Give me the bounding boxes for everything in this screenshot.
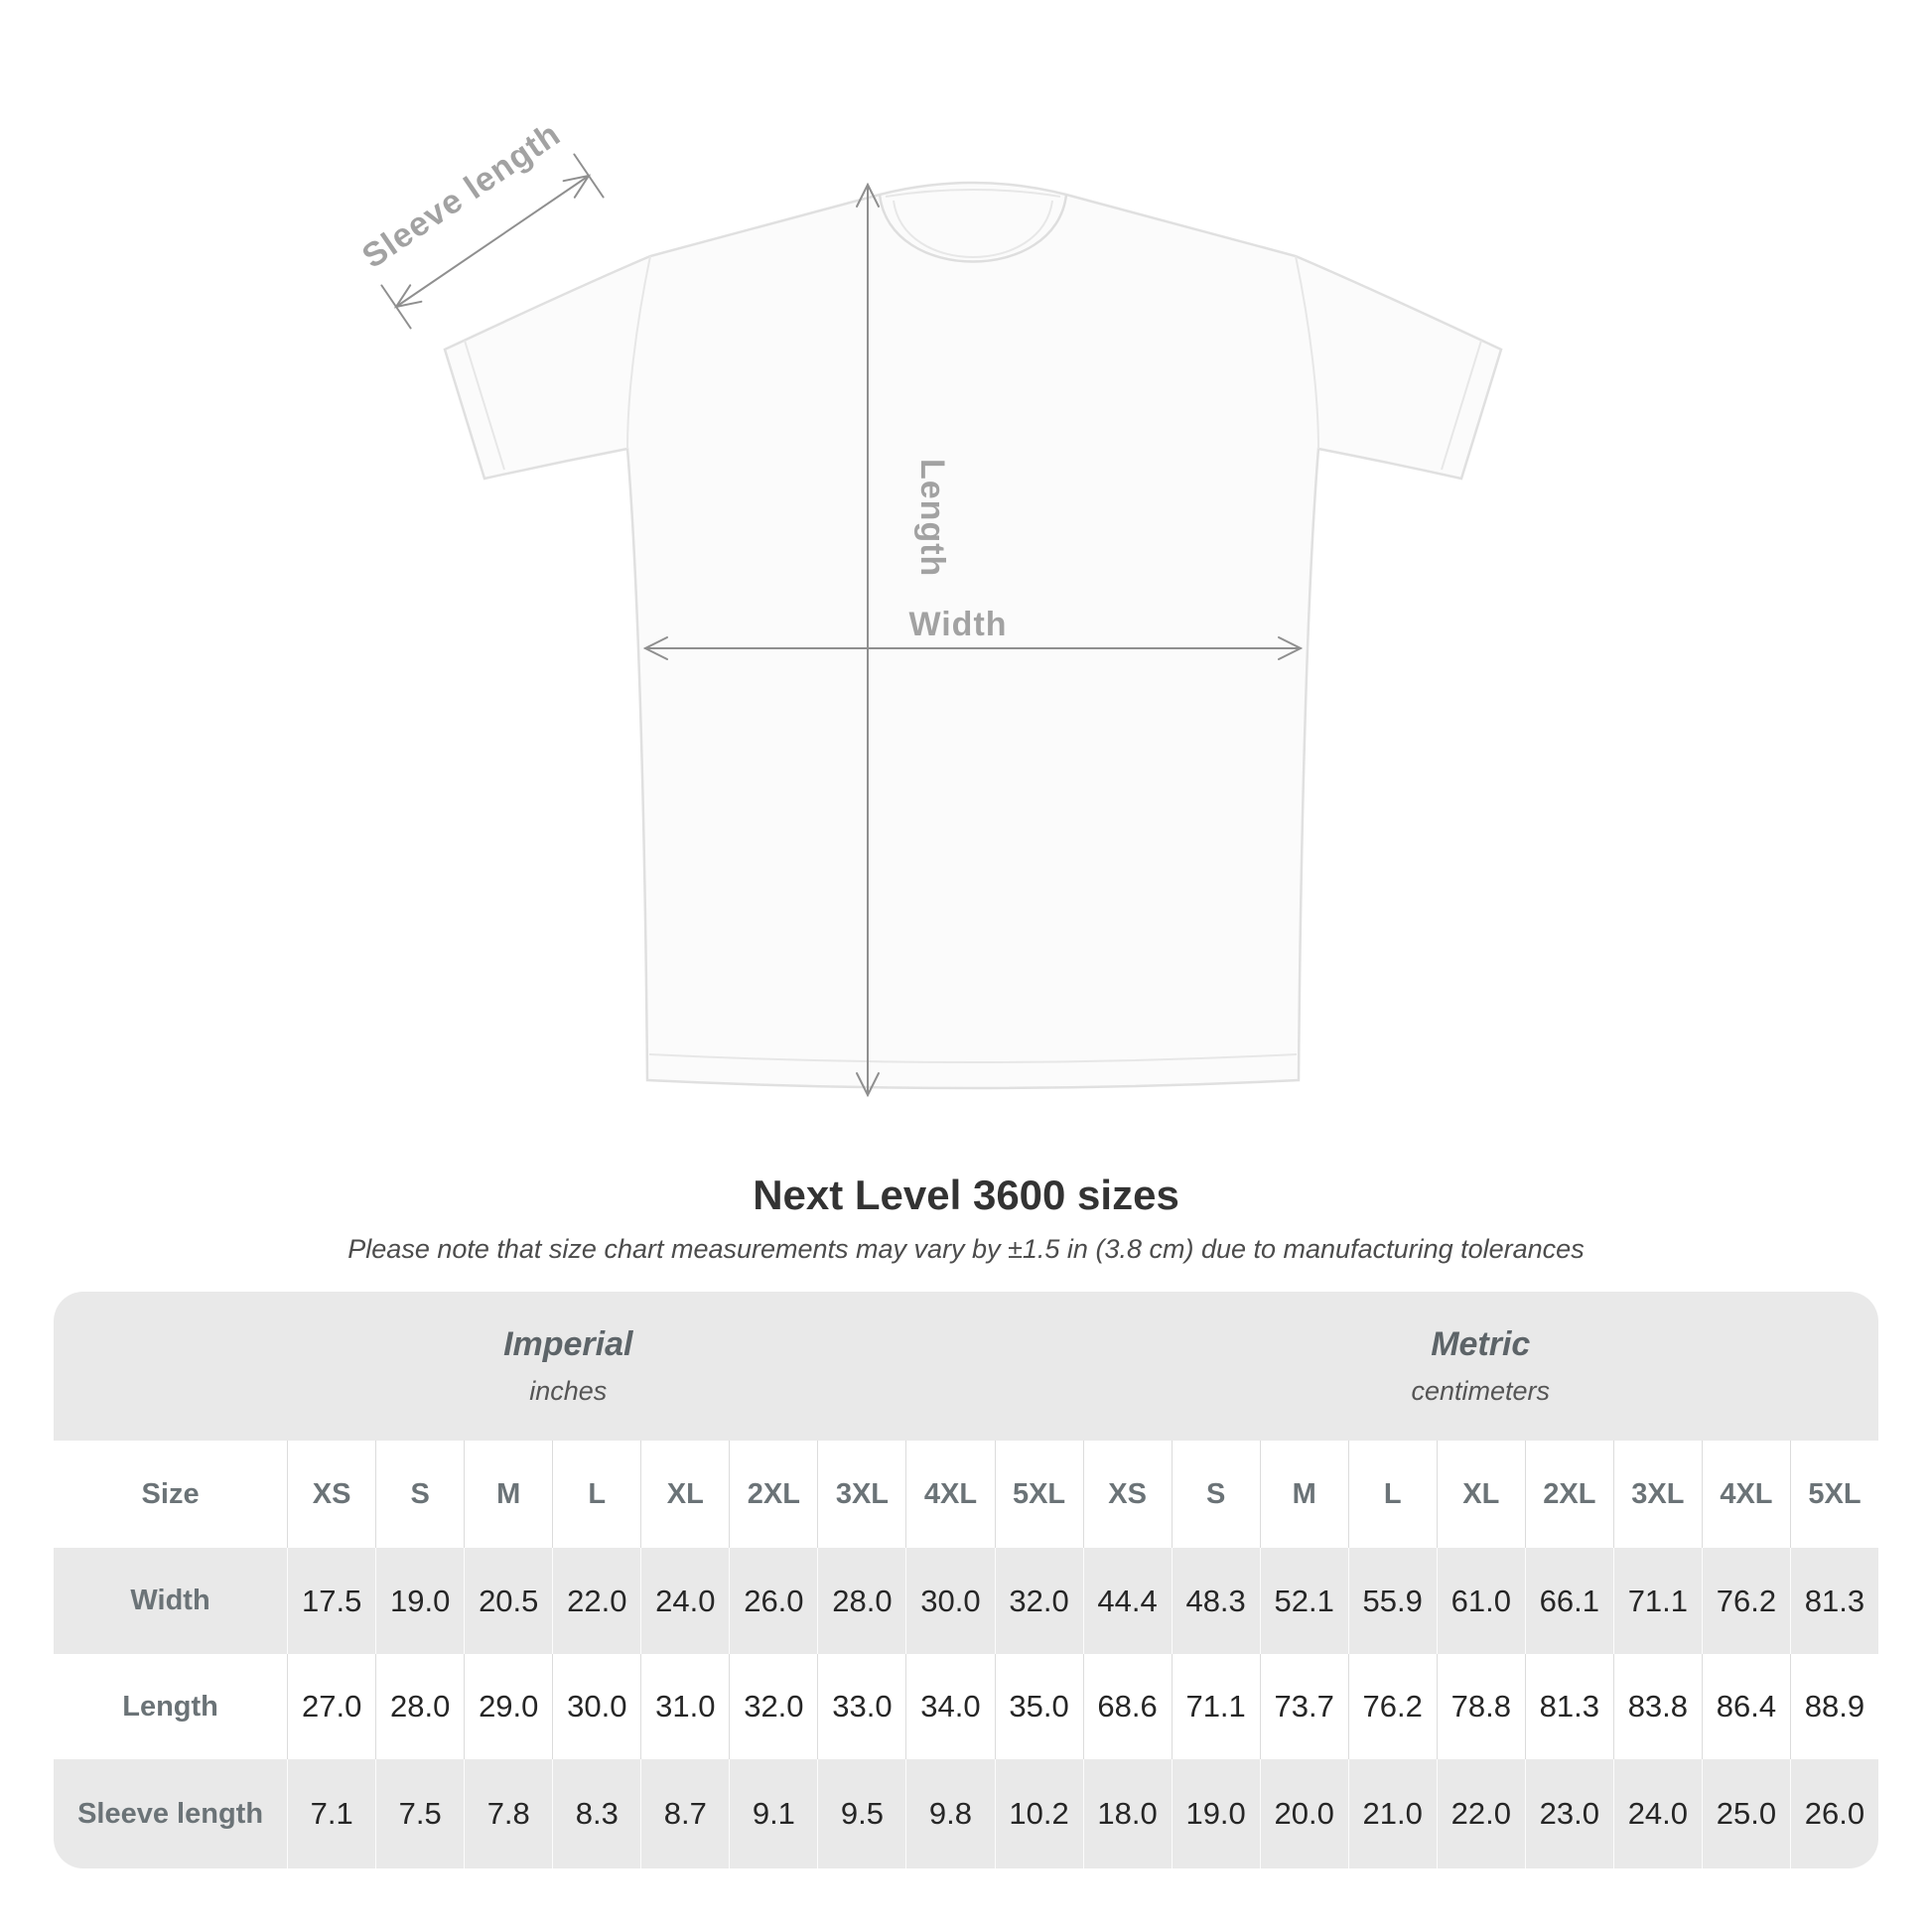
length-row-value-0: 27.0 [287, 1654, 375, 1759]
length-row-value-9: 68.6 [1083, 1654, 1172, 1759]
width-row-value-5: 26.0 [729, 1548, 817, 1654]
sleeve-length-row-value-7: 9.8 [905, 1759, 994, 1868]
size-header-2: M [464, 1441, 552, 1548]
size-header-5: 2XL [729, 1441, 817, 1548]
width-row-value-12: 55.9 [1348, 1548, 1437, 1654]
width-row-value-2: 20.5 [464, 1548, 552, 1654]
sleeve-length-row-value-16: 25.0 [1702, 1759, 1790, 1868]
imperial-label: Imperial [503, 1325, 633, 1363]
sleeve-length-row-value-5: 9.1 [729, 1759, 817, 1868]
length-row-value-2: 29.0 [464, 1654, 552, 1759]
size-column-header: Size [54, 1441, 287, 1548]
width-row-value-15: 71.1 [1613, 1548, 1702, 1654]
length-row-value-1: 28.0 [375, 1654, 464, 1759]
length-row-value-3: 30.0 [552, 1654, 640, 1759]
size-header-1: S [375, 1441, 464, 1548]
width-row-value-11: 52.1 [1260, 1548, 1348, 1654]
length-row-value-16: 86.4 [1702, 1654, 1790, 1759]
size-header-0: XS [287, 1441, 375, 1548]
width-row-value-9: 44.4 [1083, 1548, 1172, 1654]
sleeve-length-row-value-11: 20.0 [1260, 1759, 1348, 1868]
sleeve-length-row-value-0: 7.1 [287, 1759, 375, 1868]
size-chart-table [54, 1292, 1878, 1868]
sleeve-length-row-value-15: 24.0 [1613, 1759, 1702, 1868]
metric-section-header [1083, 1292, 1878, 1441]
size-header-8: 5XL [995, 1441, 1083, 1548]
width-row-value-3: 22.0 [552, 1548, 640, 1654]
sleeve-length-row-value-4: 8.7 [640, 1759, 729, 1868]
width-label: Width [908, 606, 1008, 643]
length-row-value-17: 88.9 [1790, 1654, 1878, 1759]
length-row-value-14: 81.3 [1525, 1654, 1613, 1759]
tolerance-note: Please note that size chart measurements may vary by ±1.5 in (3.8 cm) due to manufacturing tolerances [347, 1234, 1585, 1264]
sleeve-length-row-value-1: 7.5 [375, 1759, 464, 1868]
width-row-value-14: 66.1 [1525, 1548, 1613, 1654]
sleeve-length-row-value-3: 8.3 [552, 1759, 640, 1868]
width-row-value-6: 28.0 [817, 1548, 905, 1654]
size-header-4: XL [640, 1441, 729, 1548]
imperial-section-header [54, 1292, 1083, 1441]
size-header-7: 4XL [905, 1441, 994, 1548]
width-row-value-17: 81.3 [1790, 1548, 1878, 1654]
width-row-value-10: 48.3 [1172, 1548, 1260, 1654]
width-row-value-8: 32.0 [995, 1548, 1083, 1654]
size-header-3: L [552, 1441, 640, 1548]
size-header-14: 2XL [1525, 1441, 1613, 1548]
size-header-9: XS [1083, 1441, 1172, 1548]
metric-label: Metric [1431, 1325, 1531, 1363]
length-row-label: Length [54, 1654, 287, 1759]
length-row-value-13: 78.8 [1437, 1654, 1525, 1759]
size-header-15: 3XL [1613, 1441, 1702, 1548]
length-row-value-6: 33.0 [817, 1654, 905, 1759]
page-title: Next Level 3600 sizes [753, 1172, 1179, 1218]
width-row-value-16: 76.2 [1702, 1548, 1790, 1654]
width-row-value-1: 19.0 [375, 1548, 464, 1654]
length-row-value-11: 73.7 [1260, 1654, 1348, 1759]
sleeve-length-row-value-14: 23.0 [1525, 1759, 1613, 1868]
sleeve-length-row-value-13: 22.0 [1437, 1759, 1525, 1868]
width-row-value-13: 61.0 [1437, 1548, 1525, 1654]
sleeve-length-label: Sleeve length [355, 114, 568, 276]
length-row-value-10: 71.1 [1172, 1654, 1260, 1759]
sleeve-length-row-value-12: 21.0 [1348, 1759, 1437, 1868]
length-label: Length [913, 459, 951, 578]
length-row-value-7: 34.0 [905, 1654, 994, 1759]
width-row-value-7: 30.0 [905, 1548, 994, 1654]
length-row-value-4: 31.0 [640, 1654, 729, 1759]
length-row-value-5: 32.0 [729, 1654, 817, 1759]
size-header-16: 4XL [1702, 1441, 1790, 1548]
sleeve-length-row-value-9: 18.0 [1083, 1759, 1172, 1868]
size-header-6: 3XL [817, 1441, 905, 1548]
size-header-12: L [1348, 1441, 1437, 1548]
width-row-value-4: 24.0 [640, 1548, 729, 1654]
imperial-unit-label: inches [529, 1376, 608, 1406]
metric-unit-label: centimeters [1411, 1376, 1551, 1406]
sleeve-length-row-value-6: 9.5 [817, 1759, 905, 1868]
sleeve-length-row-value-2: 7.8 [464, 1759, 552, 1868]
size-header-17: 5XL [1790, 1441, 1878, 1548]
length-row-value-8: 35.0 [995, 1654, 1083, 1759]
sleeve-length-row-value-17: 26.0 [1790, 1759, 1878, 1868]
width-row-label: Width [54, 1548, 287, 1654]
width-row-value-0: 17.5 [287, 1548, 375, 1654]
length-row-value-12: 76.2 [1348, 1654, 1437, 1759]
size-header-10: S [1172, 1441, 1260, 1548]
sleeve-length-row-value-8: 10.2 [995, 1759, 1083, 1868]
size-header-11: M [1260, 1441, 1348, 1548]
sleeve-length-row-value-10: 19.0 [1172, 1759, 1260, 1868]
size-chart-panel [54, 1292, 1878, 1868]
size-header-13: XL [1437, 1441, 1525, 1548]
length-row-value-15: 83.8 [1613, 1654, 1702, 1759]
sleeve-length-row-label: Sleeve length [54, 1759, 287, 1868]
